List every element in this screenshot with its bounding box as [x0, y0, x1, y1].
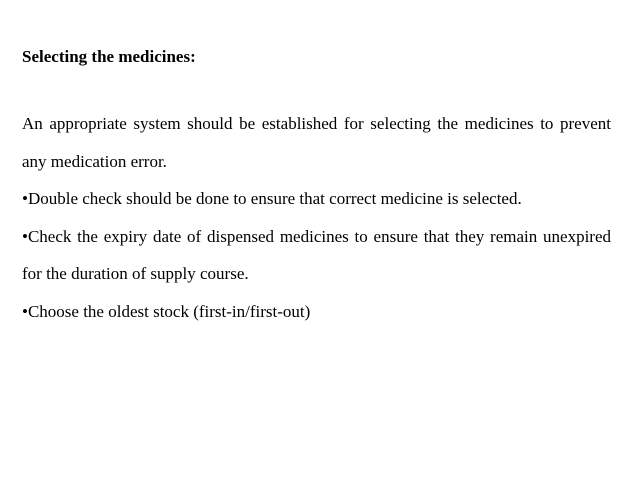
bullet-oldest-stock: •Choose the oldest stock (first-in/first-out) — [22, 301, 311, 321]
slide-body — [22, 105, 611, 330]
bullet-double-check: •Double check should be done to ensure that correct medicine is selected. — [22, 189, 522, 208]
slide-title: Selecting the medicines: — [22, 47, 196, 66]
intro-paragraph: An appropriate system should be established for selecting the medicines to prevent any medication error. — [22, 114, 611, 171]
bullet-expiry-date: •Check the expiry date of dispensed medicines to ensure that they remain unexpired for the duration of supply course. — [22, 226, 611, 283]
